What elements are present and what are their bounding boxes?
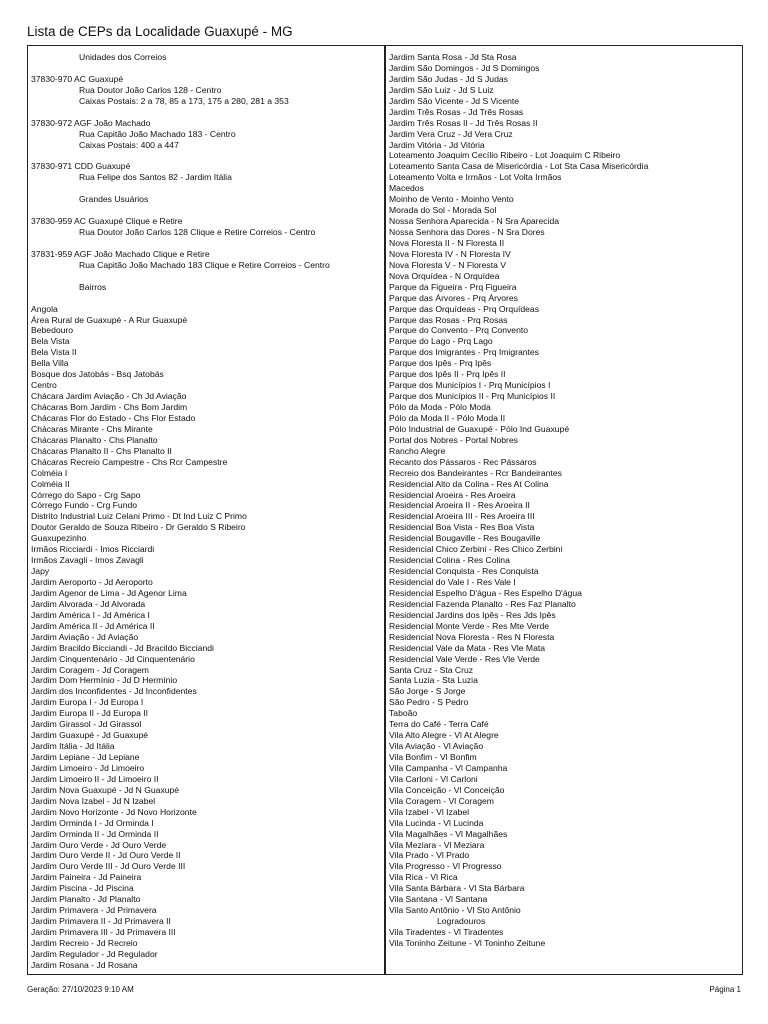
column-divider [384,46,386,974]
list-item: Parque dos Municípios I - Prq Municípios I [389,380,551,391]
list-item: Córrego Fundo - Crg Fundo [31,500,138,511]
list-item: São Jorge - S Jorge [389,686,466,697]
list-item: Jardim América II - Jd América II [31,620,155,631]
generation-timestamp: Geração: 27/10/2023 9:10 AM [27,985,134,994]
list-item: Vila Carloni - Vl Carloni [389,773,478,784]
list-item: Vila Alto Alegre - Vl At Alegre [389,730,499,741]
list-item: Jardim Três Rosas - Jd Três Rosas [389,106,524,117]
list-item: Jardim Cinquentenário - Jd Cinquentenário [31,653,195,664]
list-item: Irmãos Ricciardi - Imos Ricciardi [31,544,155,555]
list-item: Morada do Sol - Morada Sol [389,205,497,216]
list-item: Jardim Vitória - Jd Vitória [389,139,485,150]
list-item: Nossa Senhora das Dores - N Sra Dores [389,227,545,237]
list-item: Parque do Lago - Prq Lago [389,336,493,347]
list-item: Jardim Orminda I - Jd Orminda I [31,817,154,828]
list-item: Loteamento Joaquim Cecílio Ribeiro - Lot Joaquim C Ribeiro [389,150,621,161]
list-item: Recanto dos Pássaros - Rec Pássaros [389,456,537,467]
list-item: Jardim São Vicente - Jd S Vicente [389,95,520,106]
list-item: Parque das Árvores - Prq Árvores [389,292,518,303]
list-item: Residencial Aroeira III - Res Aroeira III [389,511,535,522]
list-item [31,63,383,74]
list-item: Vila Santa Bárbara - Vl Sta Bárbara [389,883,525,894]
list-item: Jardim Primavera II - Jd Primavera II [31,916,171,927]
list-item: Rua Felipe dos Santos 82 - Jardim Itália [79,172,232,183]
list-item: Centro [31,380,57,391]
list-item: Jardim Regulador - Jd Regulador [31,948,158,959]
list-item: Nova Floresta II - N Floresta II [389,237,505,248]
list-item: Jardim Três Rosas II - Jd Três Rosas II [389,117,538,128]
list-item: Pólo da Moda II - Pólo Moda II [389,412,506,423]
list-item: Jardim Piscina - Jd Piscina [31,883,134,894]
list-item: Residencial Monte Verde - Res Mte Verde [389,620,550,631]
list-item: Parque dos Municípios II - Prq Municípios II [389,391,556,402]
list-item: Chácaras Planalto II - Chs Planalto II [31,445,172,456]
list-item: Jardim Agenor de Lima - Jd Agenor Lima [31,587,187,598]
list-item: Córrego do Sapo - Crg Sapo [31,489,141,500]
list-item: Chácaras Recreio Campestre - Chs Rcr Campestre [31,456,228,467]
list-item: Jardim Guaxupé - Jd Guaxupé [31,730,149,741]
list-item [31,238,383,249]
list-item: Jardim América I - Jd América I [31,609,150,620]
list-item: Residencial Chico Zerbini - Res Chico Zerbini [389,544,563,555]
list-item: Chácaras Planalto - Chs Planalto [31,434,158,445]
list-item: Jardim Primavera - Jd Primavera [31,905,157,916]
list-item: Recreio dos Bandeirantes - Rcr Bandeirantes [389,467,562,478]
list-item: Jardim São Judas - Jd S Judas [389,73,508,84]
list-item: Jardim Coragem - Jd Coragem [31,664,149,675]
list-item: Residencial Aroeira - Res Aroeira [389,489,516,500]
list-item: Parque da Figueira - Prq Figueira [389,281,517,292]
list-item: Jardim Europa II - Jd Europa II [31,708,149,719]
list-item: Loteamento Santa Casa de Misericórdia - Lot Sta Casa Misericórdia [389,161,649,172]
list-item: Vila Meziara - Vl Meziara [389,839,485,850]
list-item: Chácara Jardim Aviação - Ch Jd Aviação [31,391,187,402]
list-item: Jardim Ouro Verde III - Jd Ouro Verde III [31,861,186,872]
list-item: 37830-972 AGF João Machado [31,117,151,128]
list-item: Vila Lucinda - Vl Lucinda [389,817,484,828]
list-item: Angola [31,303,58,314]
page-number: Página 1 [709,985,741,994]
list-item: Nossa Senhora Aparecida - N Sra Aparecida [389,216,560,227]
list-item: Rua Doutor João Carlos 128 - Centro [79,84,222,95]
list-item: Vila Santo Antônio - Vl Sto Antônio [389,905,521,916]
list-item: Jardim Novo Horizonte - Jd Novo Horizonte [31,806,197,817]
list-item: Jardim Paineira - Jd Paineira [31,872,142,883]
list-item: Residencial do Vale I - Res Vale I [389,577,516,587]
list-item: Jardim Europa I - Jd Europa I [31,697,144,708]
list-item: Vila Campanha - Vl Campanha [389,762,508,773]
list-item [31,205,383,216]
list-item: Pólo Industrial de Guaxupé - Pólo Ind Guaxupé [389,423,570,434]
list-item: Santa Luzia - Sta Luzia [389,675,478,686]
list-item: Grandes Usuários [79,194,149,205]
list-item: Residencial Aroeira II - Res Aroeira II [389,500,530,511]
list-item: Nova Floresta V - N Floresta V [389,259,507,270]
list-item: 37831-959 AGF João Machado Clique e Retire [31,248,210,259]
list-item: 37830-959 AC Guaxupé Clique e Retire [31,216,183,227]
list-item: Pólo da Moda - Pólo Moda [389,402,491,412]
list-item: Parque dos Ipês - Prq Ipês [389,358,492,369]
list-item: Vila Rica - Vl Rica [389,872,458,883]
list-item: Rua Doutor João Carlos 128 Clique e Retire Correios - Centro [79,227,316,237]
document-title: Lista de CEPs da Localidade Guaxupé - MG [27,24,293,39]
listing-frame [27,45,743,975]
list-item: Unidades dos Correios [79,52,167,62]
list-item: São Pedro - S Pedro [389,697,469,708]
list-item: Parque dos Imigrantes - Prq Imigrantes [389,347,539,358]
list-item: Jardim São Luiz - Jd S Luiz [389,84,494,95]
list-item: Jardim Ouro Verde II - Jd Ouro Verde II [31,850,181,861]
list-item: Jardim Recreio - Jd Recreio [31,937,138,948]
list-item: Jardim Rosana - Jd Rosana [31,959,138,970]
list-item: Residencial Conquista - Res Conquista [389,566,539,577]
list-item: Residencial Bougaville - Res Bougaville [389,533,541,544]
list-item: Nova Floresta IV - N Floresta IV [389,248,511,259]
list-item: Moinho de Vento - Moinho Vento [389,194,514,205]
right-column [389,52,741,949]
list-item: Jardim Primavera III - Jd Primavera III [31,927,176,937]
list-item: Bela Vista [31,336,70,347]
list-item: Vila Izabel - Vl Izabel [389,806,470,817]
list-item: Chácaras Flor do Estado - Chs Flor Estado [31,412,196,423]
list-item: Japy [31,566,50,577]
list-item: Doutor Geraldo de Souza Ribeiro - Dr Geraldo S Ribeiro [31,522,246,533]
list-item: Parque das Rosas - Prq Rosas [389,314,508,325]
list-item: Loteamento Volta e Irmãos - Lot Volta Irmãos [389,172,562,183]
list-item: Área Rural de Guaxupé - A Rur Guaxupé [31,314,188,325]
list-item: Portal dos Nobres - Portal Nobres [389,434,518,445]
list-item [31,107,383,118]
list-item: Jardim Limoeiro - Jd Limoeiro [31,762,145,773]
list-item: Residencial Nova Floresta - Res N Floresta [389,631,555,642]
list-item: Jardim Aeroporto - Jd Aeroporto [31,577,153,587]
list-item [31,293,383,304]
list-item: Taboão [389,708,418,719]
list-item: Jardim Limoeiro II - Jd Limoeiro II [31,773,159,784]
list-item: Jardim Orminda II - Jd Orminda II [31,828,159,839]
list-item: 37830-970 AC Guaxupé [31,73,124,84]
list-item: Vila Tiradentes - Vl Tiradentes [389,927,504,937]
list-item: Chácaras Bom Jardim - Chs Bom Jardim [31,402,188,412]
list-item: Logradouros [437,916,486,927]
list-item: Parque das Orquídeas - Prq Orquídeas [389,303,539,314]
list-item: Jardim Nova Guaxupé - Jd N Guaxupé [31,784,180,795]
list-item: Macedos [389,183,424,194]
list-item: Chácaras Mirante - Chs Mirante [31,423,153,434]
list-item: Vila Conceição - Vl Conceição [389,784,505,795]
list-item [31,271,383,282]
list-item: Residencial Alto da Colina - Res At Colina [389,478,549,489]
list-item: Nova Orquídea - N Orquídea [389,270,500,281]
left-column [31,52,383,971]
list-item: Jardim Alvorada - Jd Alvorada [31,598,146,609]
list-item [31,183,383,194]
list-item: Jardim Dom Hermínio - Jd D Hermínio [31,675,178,686]
list-item: Caixas Postais: 400 a 447 [79,139,179,150]
list-item: Colméia II [31,478,70,489]
list-item: Santa Cruz - Sta Cruz [389,664,474,675]
list-item: Jardim Planalto - Jd Planalto [31,894,141,905]
list-item: Jardim Vera Cruz - Jd Vera Cruz [389,128,513,139]
list-item: Bebedouro [31,325,74,336]
list-item: Terra do Café - Terra Café [389,719,489,730]
list-item: 37830-971 CDD Guaxupé [31,161,131,172]
list-item: Residencial Vale da Mata - Res Vle Mata [389,642,546,653]
list-item: Residencial Jardins dos Ipês - Res Jds Ipês [389,609,556,620]
list-item: Vila Prado - Vl Prado [389,850,470,861]
list-item: Bella Villa [31,358,69,369]
list-item: Jardim Lepiane - Jd Lepiane [31,752,140,762]
list-item: Jardim São Domingos - Jd S Domingos [389,62,540,73]
list-item: Residencial Fazenda Planalto - Res Faz Planalto [389,598,576,609]
list-item: Vila Aviação - Vl Aviação [389,741,484,752]
list-item: Vila Santana - Vl Santana [389,894,488,905]
list-item: Jardim Nova Izabel - Jd N Izabel [31,795,156,806]
list-item: Bairros [79,281,107,292]
list-item: Residencial Vale Verde - Res Vle Verde [389,653,540,664]
list-item: Parque do Convento - Prq Convento [389,325,529,336]
list-item: Jardim Santa Rosa - Jd Sta Rosa [389,52,517,62]
list-item: Distrito Industrial Luiz Celani Primo - Dt Ind Luiz C Primo [31,511,247,522]
list-item: Jardim Girassol - Jd Girassol [31,719,142,730]
list-item: Vila Bonfim - Vl Bonfim [389,752,477,762]
list-item: Jardim Itália - Jd Itália [31,741,115,752]
list-item [31,150,383,161]
list-item: Guaxupezinho [31,533,87,544]
list-item: Residencial Espelho D'água - Res Espelho D'água [389,587,582,598]
list-item: Vila Toninho Zeitune - Vl Toninho Zeitune [389,937,546,948]
list-item: Jardim dos Inconfidentes - Jd Inconfidentes [31,686,197,697]
list-item: Colméia I [31,467,68,478]
list-item: Rua Capitão João Machado 183 Clique e Retire Correios - Centro [79,259,330,270]
list-item: Parque dos Ipês II - Prq Ipês II [389,369,506,380]
list-item: Jardim Ouro Verde - Jd Ouro Verde [31,839,167,850]
list-item: Vila Magalhães - Vl Magalhães [389,828,508,839]
list-item: Bosque dos Jatobás - Bsq Jatobás [31,369,164,380]
list-item: Rua Capitão João Machado 183 - Centro [79,128,236,139]
list-item: Vila Coragem - Vl Coragem [389,795,494,806]
list-item: Residencial Colina - Res Colina [389,555,510,566]
list-item: Rancho Alegre [389,445,446,456]
list-item: Bela Vista II [31,347,77,358]
list-item: Irmãos Zavagli - Imos Zavagli [31,555,144,566]
list-item: Jardim Aviação - Jd Aviação [31,631,139,642]
list-item: Jardim Bracildo Bicciandi - Jd Bracildo Bicciandi [31,642,214,653]
list-item: Vila Progresso - Vl Progresso [389,861,502,872]
list-item: Caixas Postais: 2 a 78, 85 a 173, 175 a 280, 281 a 353 [79,95,289,106]
list-item: Residencial Boa Vista - Res Boa Vista [389,522,535,533]
